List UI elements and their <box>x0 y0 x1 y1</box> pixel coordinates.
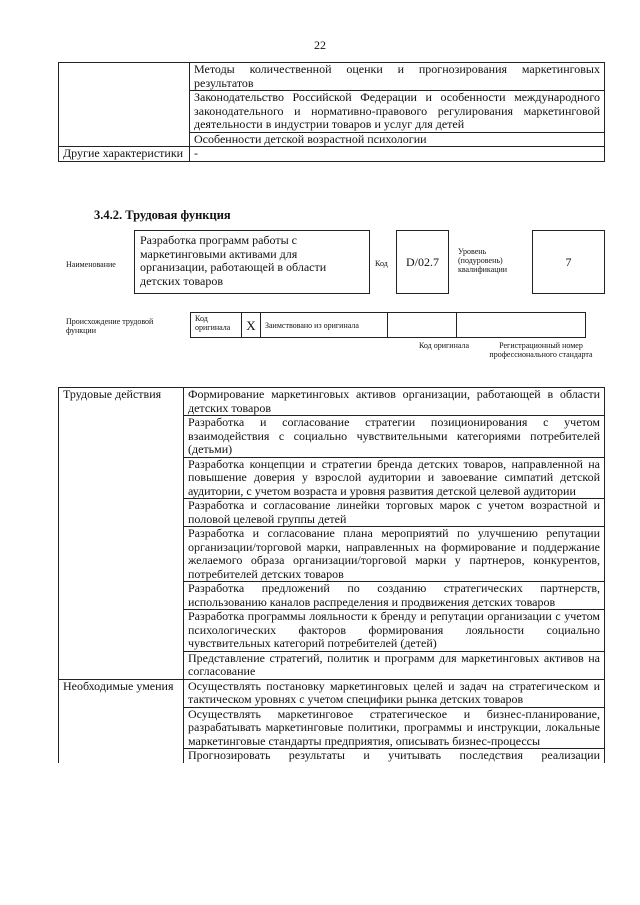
skill: Осуществлять маркетинговое стратегическое и бизнес-планирование, разрабатывать маркетинговые политики, программы и инструкции, локальные маркетинговые стандарты предприятия, описывать бизнес-процессы <box>184 707 605 749</box>
level-label: Уровень (подуровень) квалификации <box>458 247 508 274</box>
table-cell: Законодательство Российской Федерации и особенности международного законодательного и нормативно-правового регулирования маркетинговой деятельности в индустрии товаров и услуг для детей <box>190 91 605 133</box>
table-row <box>59 63 605 91</box>
code-label: Код <box>375 259 388 268</box>
labor-action: Разработка и согласование линейки торговых марок с учетом возрастной и половой целевой группы детей <box>184 499 605 527</box>
table-cell: Особенности детской возрастной психологии <box>190 132 605 147</box>
labor-function-table <box>58 387 605 763</box>
labor-action: Разработка и согласование плана мероприятий по улучшению репутации организации/торговой марки, направленных на формирование и поддержание желаемого образа организации/торговой марки у партнеров, конкурентов, потребителей детских товаров <box>184 527 605 582</box>
knowledge-table <box>58 62 605 162</box>
original-code-label: Код оригинала <box>191 313 242 338</box>
function-code-value: D/02.7 <box>396 230 449 294</box>
labor-action: Разработка предложений по созданию стратегических партнерств, использованию каналов распределения и продвижения детских товаров <box>184 582 605 610</box>
table-cell: Методы количественной оценки и прогнозирования маркетинговых результатов <box>190 63 605 91</box>
table-cell: - <box>190 147 605 162</box>
origin-label: Происхождение трудовой функции <box>66 317 154 335</box>
reg-number-caption: Регистрационный номер профессионального стандарта <box>489 341 593 359</box>
skill: Прогнозировать результаты и учитывать последствия реализации <box>184 749 605 763</box>
name-label: Наименование <box>66 260 116 269</box>
page-number: 22 <box>314 38 326 52</box>
labor-action: Представление стратегий, политик и программ для маркетинговых активов на согласование <box>184 651 605 679</box>
original-code-cell <box>388 313 457 338</box>
function-name-value: Разработка программ работы с маркетинговыми активами для организации, работающей в области детских товаров <box>134 230 370 294</box>
skill: Осуществлять постановку маркетинговых целей и задач на стратегическом и тактическом уровнях с учетом специфики рынка детских товаров <box>184 679 605 707</box>
labor-action: Формирование маркетинговых активов организации, работающей в области детских товаров <box>184 388 605 416</box>
code-original-caption: Код оригинала <box>418 341 470 350</box>
labor-actions-label: Трудовые действия <box>59 388 184 680</box>
table-row <box>59 388 605 416</box>
origin-table <box>190 312 586 338</box>
skills-label: Необходимые умения <box>59 679 184 763</box>
labor-action: Разработка концепции и стратегии бренда детских товаров, направленной на повышение доверия у взрослой аудитории и завоевание симпатий детской аудитории, с учетом возраста и уровня развития детской целевой аудитории <box>184 457 605 499</box>
section-title: 3.4.2. Трудовая функция <box>94 208 231 222</box>
row-label: Другие характеристики <box>59 147 190 162</box>
row-label <box>59 63 190 147</box>
labor-action: Разработка и согласование стратегии позиционирования с учетом взаимодействия с социально чувствительными категориями потребителей (детьми) <box>184 416 605 458</box>
labor-action: Разработка программы лояльности к бренду и репутации организации с учетом психологических факторов формирования лояльности социально чувствительных категорий потребителей (детей) <box>184 610 605 652</box>
original-mark: X <box>242 313 261 338</box>
table-row <box>59 147 605 162</box>
borrowed-label: Заимствовано из оригинала <box>261 313 388 338</box>
reg-number-cell <box>457 313 586 338</box>
qualification-level-value: 7 <box>532 230 605 294</box>
table-row <box>191 313 586 338</box>
table-row <box>59 679 605 707</box>
